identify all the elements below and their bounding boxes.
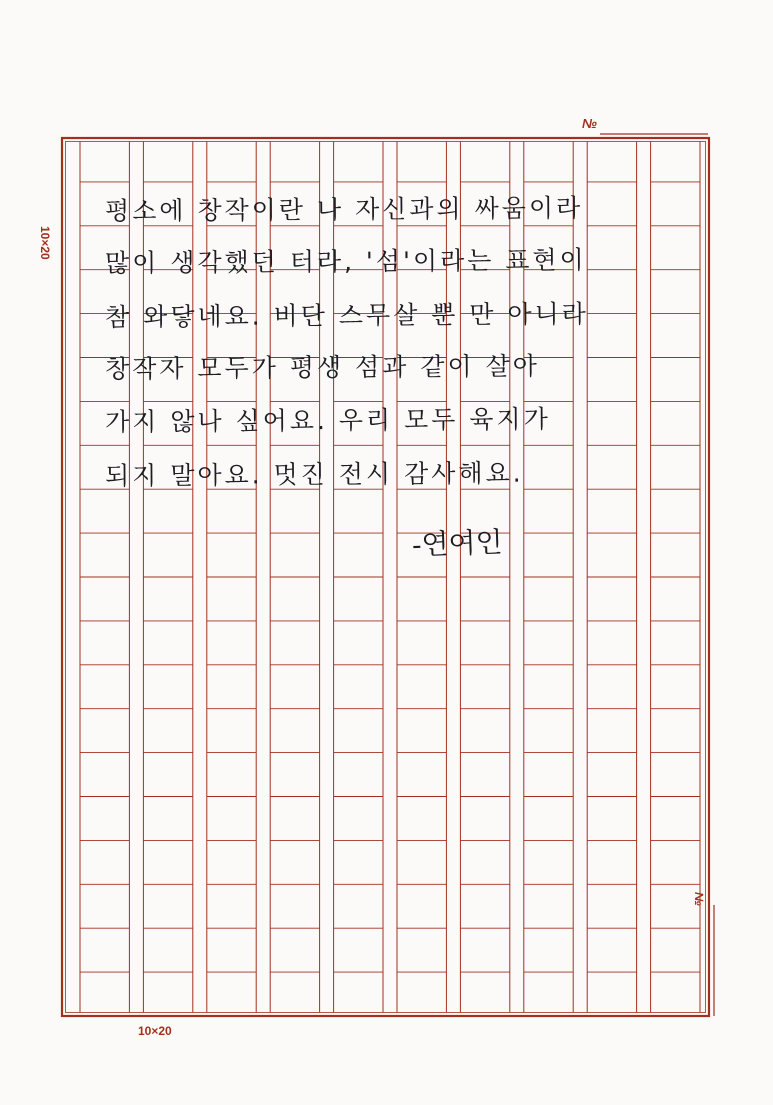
handwritten-line-1: 평소에 창작이란 나 자신과의 싸움이라 [104,193,584,226]
signature: -연여인 [411,525,504,562]
handwritten-line-3: 참 와닿네요. 비단 스무살 뿐 만 아니라 [104,299,589,332]
handwritten-line-6: 되지 말아요. 멋진 전시 감사해요. [104,458,524,491]
grid-size-label-bottom: 10×20 [138,1024,172,1038]
handwritten-line-2: 많이 생각했던 터라, '섬'이라는 표현이 [104,245,587,278]
number-label-side: № [692,892,706,906]
handwritten-line-4: 창작자 모두가 평생 섬과 같이 살아 [104,351,540,384]
grid-size-label-side: 10×20 [38,226,52,260]
number-label-top: № [582,116,597,131]
handwritten-line-5: 가지 않나 싶어요. 우리 모두 육지가 [104,404,551,437]
